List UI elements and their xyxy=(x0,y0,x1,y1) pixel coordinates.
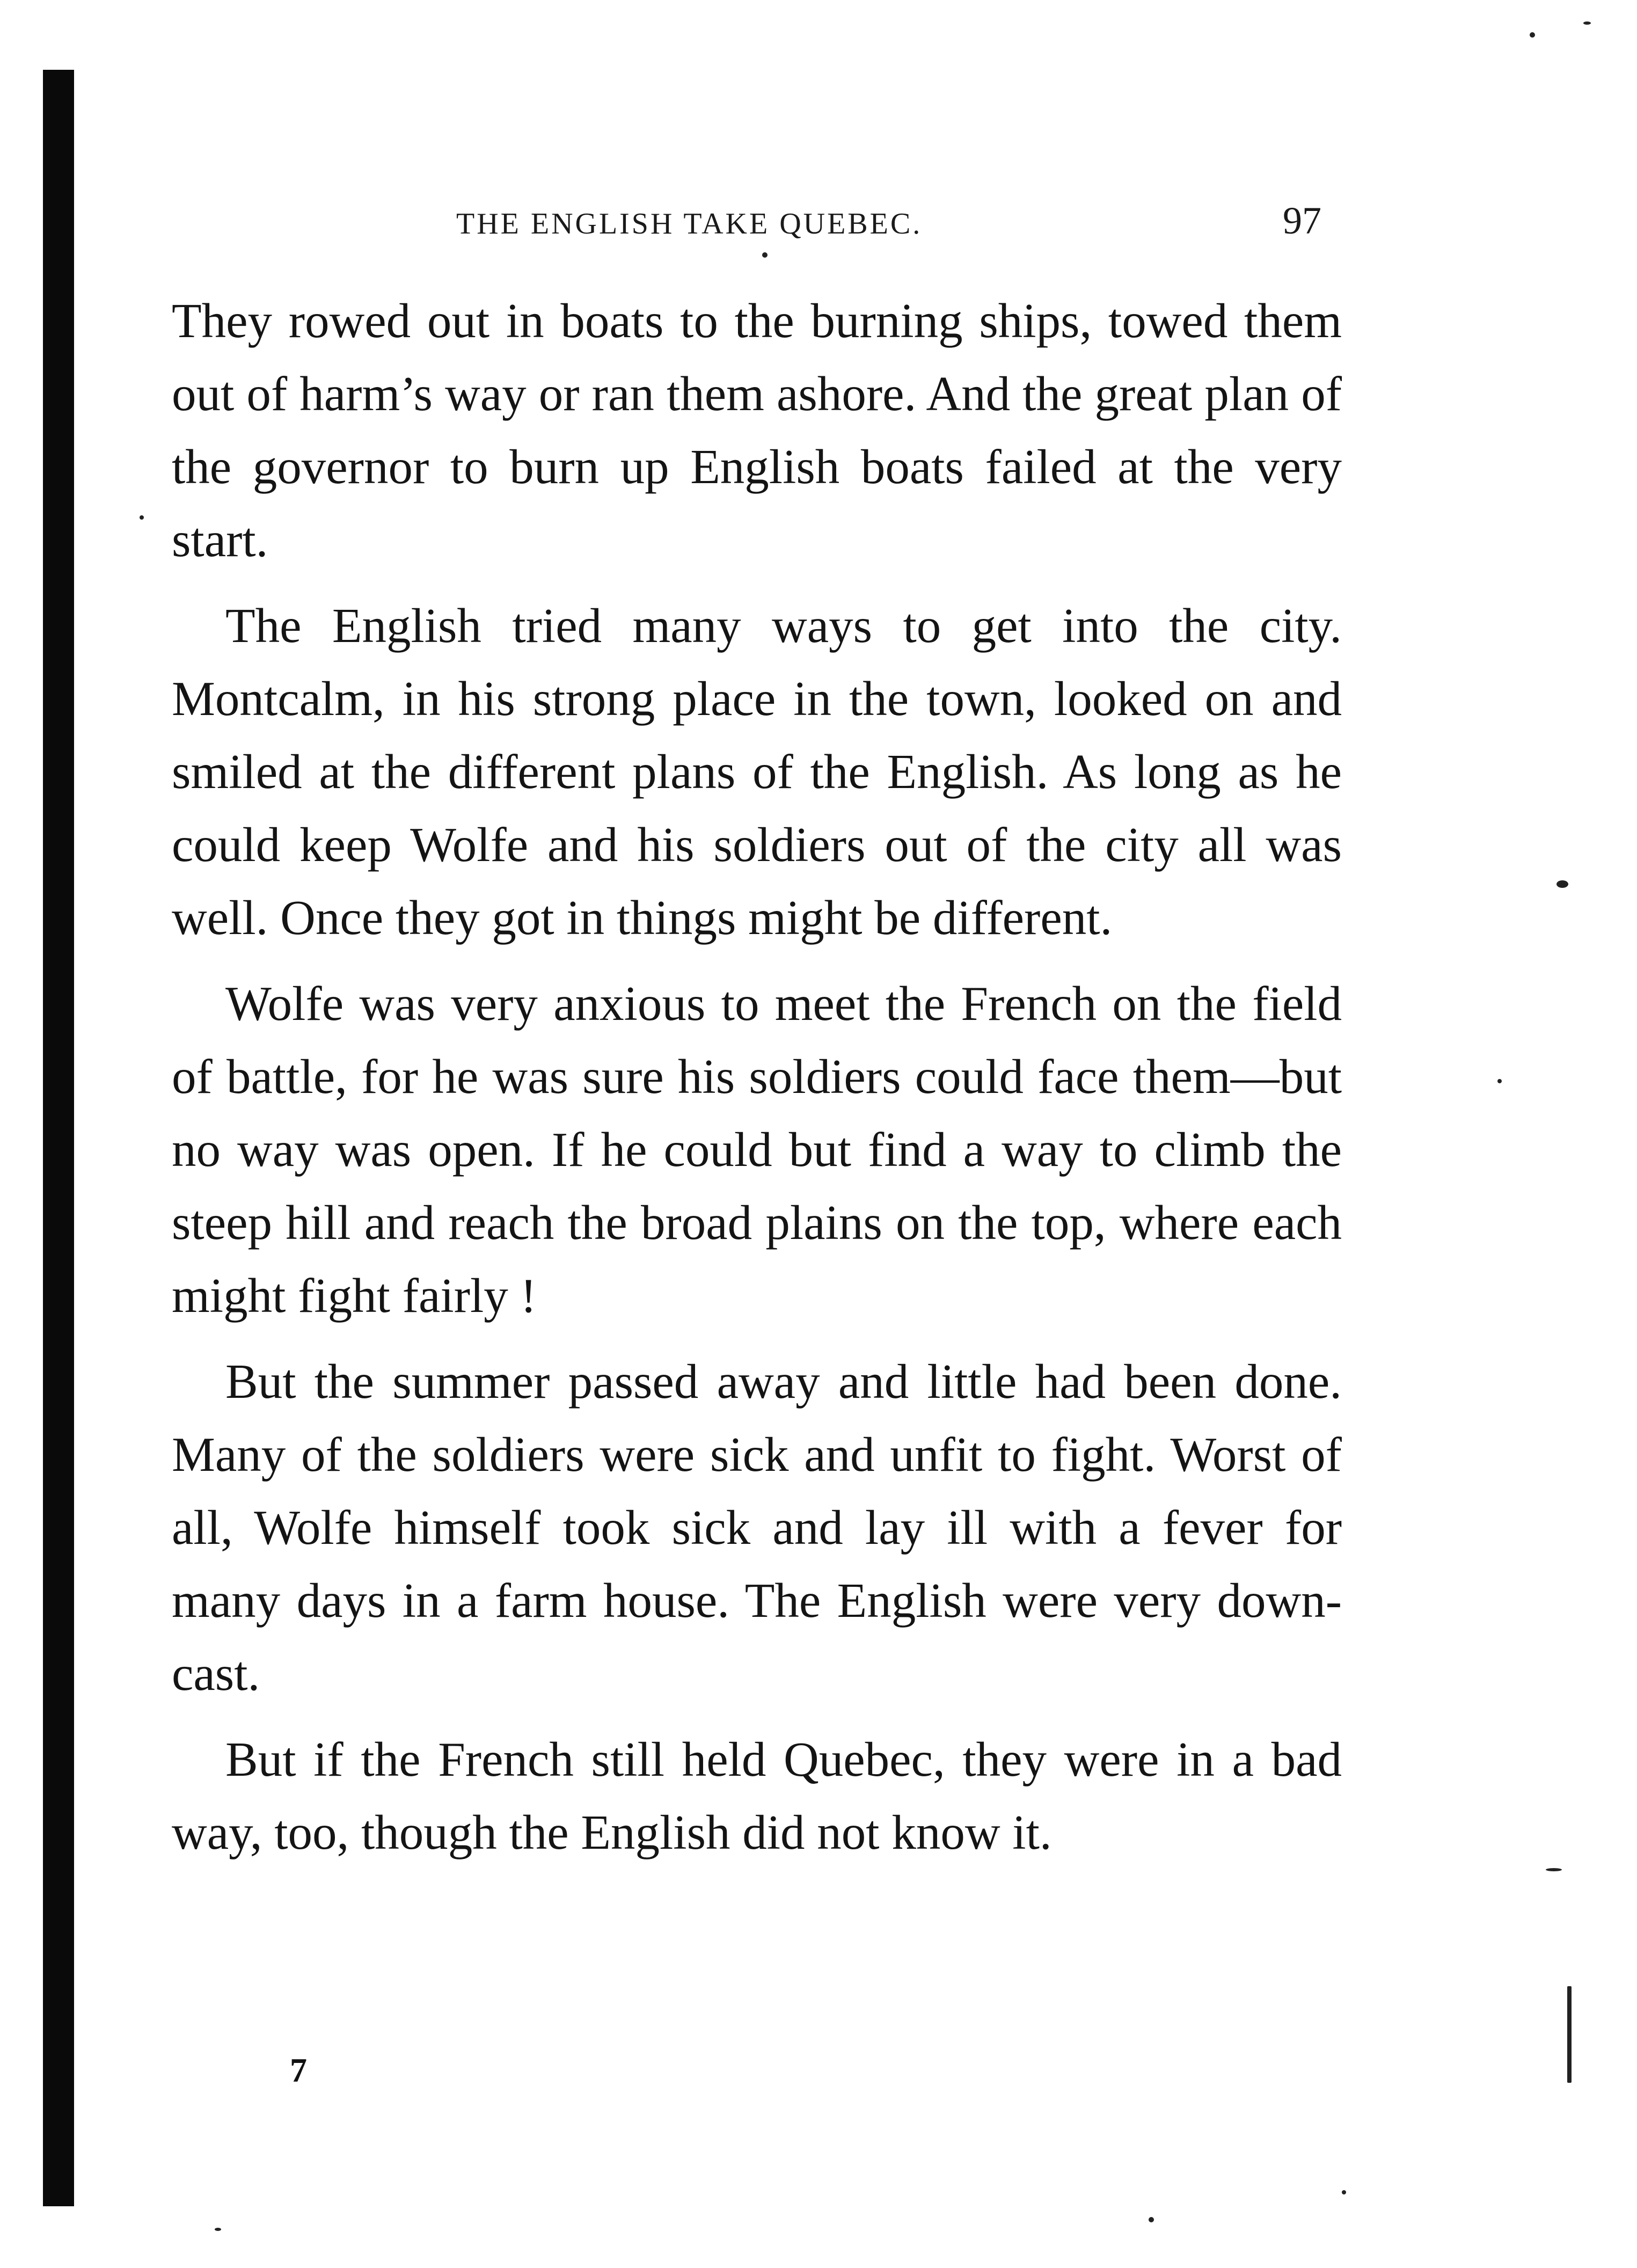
scan-speck xyxy=(1149,2217,1154,2222)
scan-speck xyxy=(1583,21,1591,25)
paragraph: The English tried many ways to get into the city. Montcalm, in his strong place in the town, looked on and smiled at the different plans of the English. As long as he could keep Wolfe and his soldiers out of the city all was well. Once they got in things might be different. xyxy=(172,599,1342,945)
body-text xyxy=(172,285,1342,1882)
binding-shadow xyxy=(43,70,74,2206)
page-number: 97 xyxy=(1283,199,1321,242)
scan-speck xyxy=(1530,32,1535,38)
paragraph: They rowed out in boats to the burning ships, towed them out of harm’s way or ran them ashore. And the great plan of the governor to burn up English boats failed at the very start. xyxy=(172,294,1342,567)
running-title: THE ENGLISH TAKE QUEBEC. xyxy=(456,207,923,240)
scan-speck xyxy=(215,2228,221,2231)
scan-speck xyxy=(1497,1079,1502,1083)
scan-speck xyxy=(1567,1986,1572,2083)
paragraph: But if the French still held Quebec, they were in a bad way, too, though the English did not know it. xyxy=(172,1732,1342,1859)
signature-mark: 7 xyxy=(290,2051,307,2089)
scan-speck xyxy=(1342,2190,1346,2194)
scan-speck xyxy=(1546,1868,1562,1871)
paragraph: Wolfe was very anxious to meet the French on the field of battle, for he was sure his soldiers could face them—but no way was open. If he could but find a way to climb the steep hill and reach the broad plains on the top, where each might fight fairly ! xyxy=(172,976,1342,1323)
scan-speck xyxy=(1556,880,1568,888)
paragraph: But the summer passed away and little had been done. Many of the soldiers were sick and unfit to fight. Worst of all, Wolfe himself took sick and lay ill with a fever for many days in a farm house. The English were very down-cast. xyxy=(172,1354,1342,1701)
scan-speck xyxy=(762,252,768,258)
scan-speck xyxy=(140,515,144,520)
